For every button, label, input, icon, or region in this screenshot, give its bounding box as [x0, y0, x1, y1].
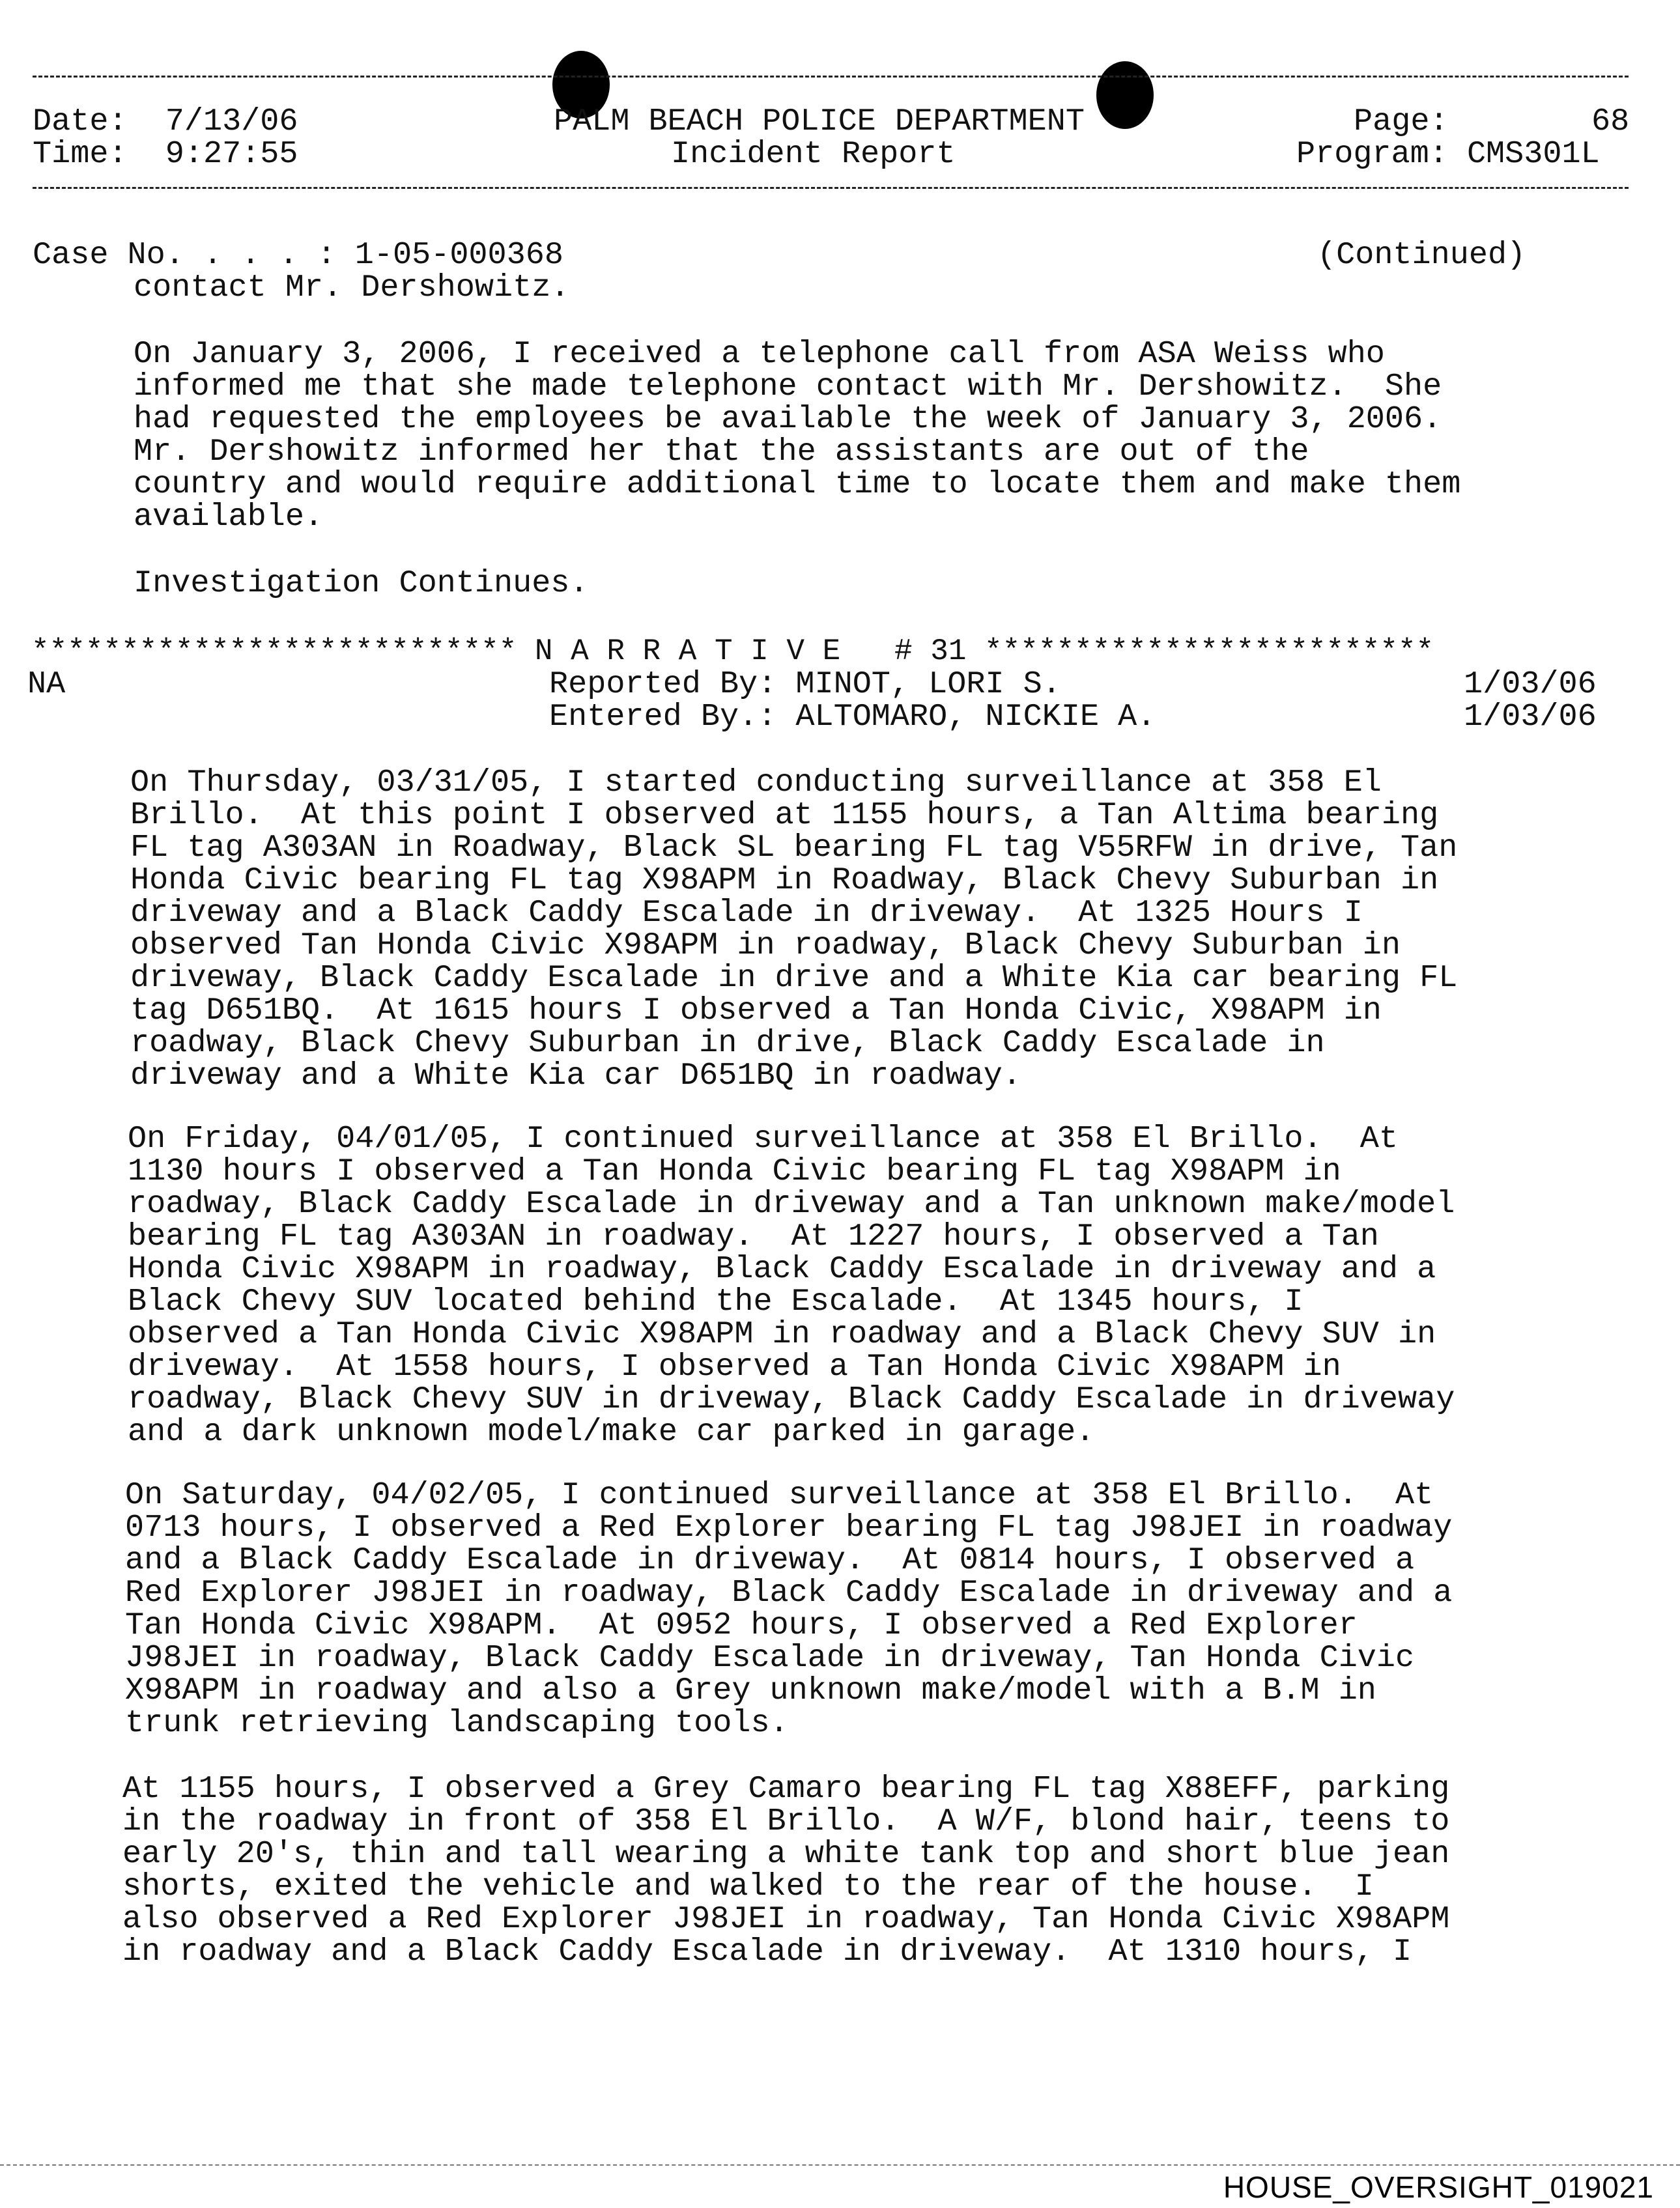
date-row: [33, 106, 298, 138]
narrative-line: in the roadway in front of 358 El Brillo. A W/F, blond hair, teens to: [122, 1804, 1450, 1839]
narrative-line: Red Explorer J98JEI in roadway, Black Caddy Escalade in driveway and a: [125, 1575, 1453, 1611]
narrative-line: On Thursday, 03/31/05, I started conducting surveillance at 358 El: [130, 765, 1382, 800]
date-label: Date:: [33, 104, 128, 139]
narrative-line: observed Tan Honda Civic X98APM in roadway, Black Chevy Suburban in: [130, 927, 1401, 963]
reported-by-row: [549, 668, 1061, 701]
program-value: CMS301L: [1466, 136, 1600, 172]
reported-date: 1/03/06: [1464, 666, 1597, 702]
continued-line: available.: [134, 499, 324, 535]
narrative-line: On Saturday, 04/02/05, I continued surveillance at 358 El Brillo. At: [125, 1477, 1434, 1513]
narrative-line: early 20's, thin and tall wearing a white tank top and short blue jean: [122, 1836, 1450, 1872]
reported-by-name: MINOT, LORI S.: [795, 666, 1061, 702]
entered-by-row: [549, 701, 1156, 733]
narrative-line: roadway, Black Caddy Escalade in driveway and a Tan unknown make/model: [128, 1186, 1455, 1222]
narrative-line: driveway and a White Kia car D651BQ in roadway.: [130, 1058, 1021, 1094]
narrative-line: and a Black Caddy Escalade in driveway. At 0814 hours, I observed a: [125, 1542, 1415, 1578]
entered-date: 1/03/06: [1464, 699, 1597, 735]
narrative-line: At 1155 hours, I observed a Grey Camaro bearing FL tag X88EFF, parking: [122, 1771, 1450, 1807]
narrative-line: Tan Honda Civic X98APM. At 0952 hours, I observed a Red Explorer: [125, 1607, 1358, 1643]
report-type: Incident Report: [671, 136, 956, 172]
narrative-line: Honda Civic bearing FL tag X98APM in Roadway, Black Chevy Suburban in: [130, 862, 1439, 898]
narrative-line: also observed a Red Explorer J98JEI in roadway, Tan Honda Civic X98APM: [122, 1901, 1450, 1937]
narrative-line: FL tag A303AN in Roadway, Black SL bearing FL tag V55RFW in drive, Tan: [130, 830, 1458, 866]
narrative-line: On Friday, 04/01/05, I continued surveillance at 358 El Brillo. At: [128, 1121, 1399, 1157]
narrative-line: X98APM in roadway and also a Grey unknown make/model with a B.M in: [125, 1673, 1376, 1708]
narrative-line: 0713 hours, I observed a Red Explorer bearing FL tag J98JEI in roadway: [125, 1510, 1453, 1546]
program-label: Program:: [1296, 136, 1448, 172]
narrative-line: trunk retrieving landscaping tools.: [125, 1705, 789, 1741]
narrative-line: roadway, Black Chevy Suburban in drive, Black Caddy Escalade in: [130, 1025, 1325, 1061]
continued-first-line: contact Mr. Dershowitz.: [134, 270, 570, 305]
narrative-line: Black Chevy SUV located behind the Escalade. At 1345 hours, I: [128, 1284, 1303, 1320]
narrative-line: 1130 hours I observed a Tan Honda Civic bearing FL tag X98APM in: [128, 1154, 1341, 1189]
narrative-line: bearing FL tag A303AN in roadway. At 1227 hours, I observed a Tan: [128, 1219, 1379, 1254]
header-top-rule: [33, 76, 1629, 78]
department-title: PALM BEACH POLICE DEPARTMENT: [554, 104, 1085, 139]
narrative-line: shorts, exited the vehicle and walked to the rear of the house. I: [122, 1869, 1374, 1904]
narrative-line: driveway. At 1558 hours, I observed a Tan Honda Civic X98APM in: [128, 1349, 1341, 1385]
bates-number: HOUSE_OVERSIGHT_019021: [1223, 2170, 1654, 2204]
punch-hole-right: [1096, 61, 1154, 129]
continued-line: informed me that she made telephone contact with Mr. Dershowitz. She: [134, 369, 1442, 404]
case-number: 1-05-000368: [354, 237, 563, 273]
narrative-line: roadway, Black Chevy SUV in driveway, Black Caddy Escalade in driveway: [128, 1381, 1455, 1417]
continued-line: Mr. Dershowitz informed her that the assistants are out of the: [134, 434, 1309, 470]
footer-rule: [0, 2164, 1680, 2166]
entered-by-label: Entered By.:: [549, 699, 777, 735]
narrative-line: Honda Civic X98APM in roadway, Black Caddy Escalade in driveway and a: [128, 1251, 1436, 1287]
case-number-row: [33, 239, 563, 272]
investigation-continues: Investigation Continues.: [134, 565, 589, 601]
narrative-line: driveway, Black Caddy Escalade in drive and a White Kia car bearing FL: [130, 960, 1458, 996]
entered-by-name: ALTOMARO, NICKIE A.: [795, 699, 1156, 735]
narrative-line: J98JEI in roadway, Black Caddy Escalade in driveway, Tan Honda Civic: [125, 1640, 1415, 1676]
continued-line: country and would require additional time to locate them and make them: [134, 466, 1461, 502]
page-label: Page:: [1354, 104, 1449, 139]
narrative-code: NA: [27, 666, 66, 702]
narrative-line: Brillo. At this point I observed at 1155 hours, a Tan Altima bearing: [130, 797, 1439, 833]
program-row: [1296, 138, 1600, 171]
narrative-line: tag D651BQ. At 1615 hours I observed a Tan Honda Civic, X98APM in: [130, 993, 1382, 1028]
continued-line: On January 3, 2006, I received a telephone call from ASA Weiss who: [134, 336, 1385, 372]
case-status: (Continued): [1317, 237, 1526, 273]
narrative-line: and a dark unknown model/make car parked in garage.: [128, 1414, 1095, 1450]
date-value: 7/13/06: [165, 104, 298, 139]
narrative-line: observed a Tan Honda Civic X98APM in roadway and a Black Chevy SUV in: [128, 1316, 1436, 1352]
continued-line: had requested the employees be available the week of January 3, 2006.: [134, 401, 1442, 437]
case-label: Case No. . . . :: [33, 237, 336, 273]
time-row: [33, 138, 298, 171]
page-number: 68: [1591, 104, 1630, 139]
time-value: 9:27:55: [165, 136, 298, 172]
narrative-line: in roadway and a Black Caddy Escalade in driveway. At 1310 hours, I: [122, 1934, 1412, 1970]
narrative-banner: *************************** N A R R A T I V E # 31 *************************: [31, 634, 1434, 668]
time-label: Time:: [33, 136, 128, 172]
reported-by-label: Reported By:: [549, 666, 777, 702]
header-bottom-rule: [33, 187, 1629, 189]
narrative-line: driveway and a Black Caddy Escalade in driveway. At 1325 Hours I: [130, 895, 1363, 931]
